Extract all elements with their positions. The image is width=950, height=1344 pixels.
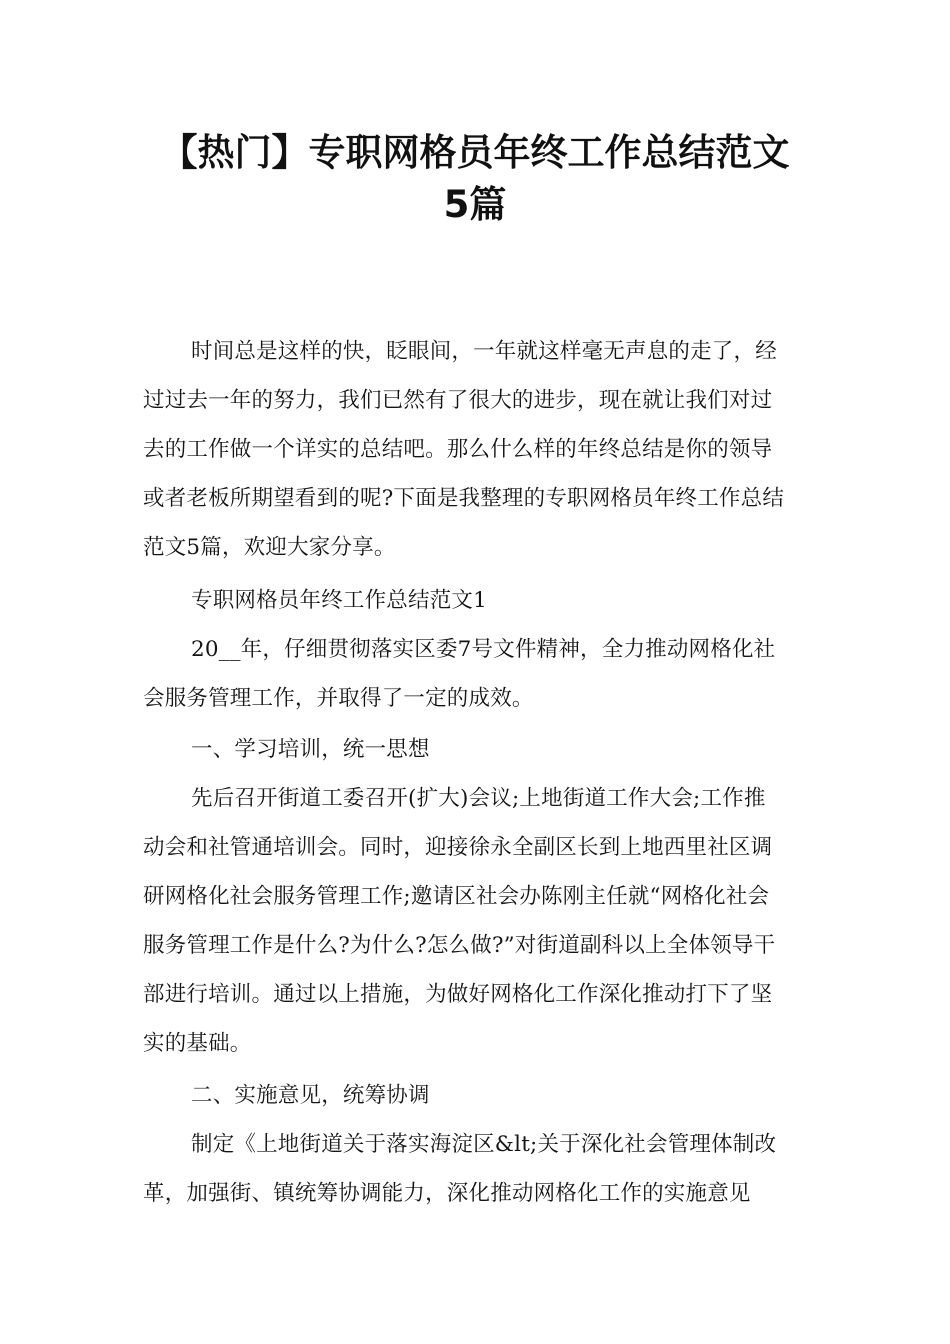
document-body [143,0,813,1344]
section-heading: 一、学习培训，统一思想 [191,737,430,762]
paragraph-line: 或者老板所期望看到的呢?下面是我整理的专职网格员年终工作总结 [143,486,785,511]
paragraph-line: 实的基础。 [143,1031,252,1056]
section-heading: 二、实施意见，统筹协调 [191,1083,430,1108]
paragraph-line: 服务管理工作是什么?为什么?怎么做?”对街道副科以上全体领导干 [143,933,776,958]
document-title-line-1: 【热门】专职网格员年终工作总结范文 [160,131,790,174]
paragraph-line: 制定《上地街道关于落实海淀区&lt;关于深化社会管理体制改 [191,1132,777,1157]
paragraph-line: 革，加强街、镇统筹协调能力，深化推动网格化工作的实施意见 [143,1181,751,1206]
paragraph-line: 过过去一年的努力，我们已然有了很大的进步，现在就让我们对过 [143,388,773,413]
paragraph-line: 部进行培训。通过以上措施，为做好网格化工作深化推动打下了坚 [143,982,773,1007]
paragraph-line: 动会和社管通培训会。同时，迎接徐永全副区长到上地西里社区调 [143,835,773,860]
paragraph-line: 先后召开街道工委召开(扩大)会议;上地街道工作大会;工作推 [191,786,766,811]
paragraph-line: 范文5篇，欢迎大家分享。 [143,535,396,560]
paragraph-line: 时间总是这样的快，眨眼间，一年就这样毫无声息的走了，经 [191,339,777,364]
paragraph-line: 去的工作做一个详实的总结吧。那么什么样的年终总结是你的领导 [143,437,773,462]
section-heading: 专职网格员年终工作总结范文1 [191,588,487,613]
paragraph-line: 会服务管理工作，并取得了一定的成效。 [143,686,534,711]
paragraph-line: 研网格化社会服务管理工作;邀请区社会办陈刚主任就“网格化社会 [143,884,770,909]
paragraph-line: 20__年，仔细贯彻落实区委7号文件精神，全力推动网格化社 [191,637,776,662]
document-title-line-2: 5篇 [443,183,507,226]
